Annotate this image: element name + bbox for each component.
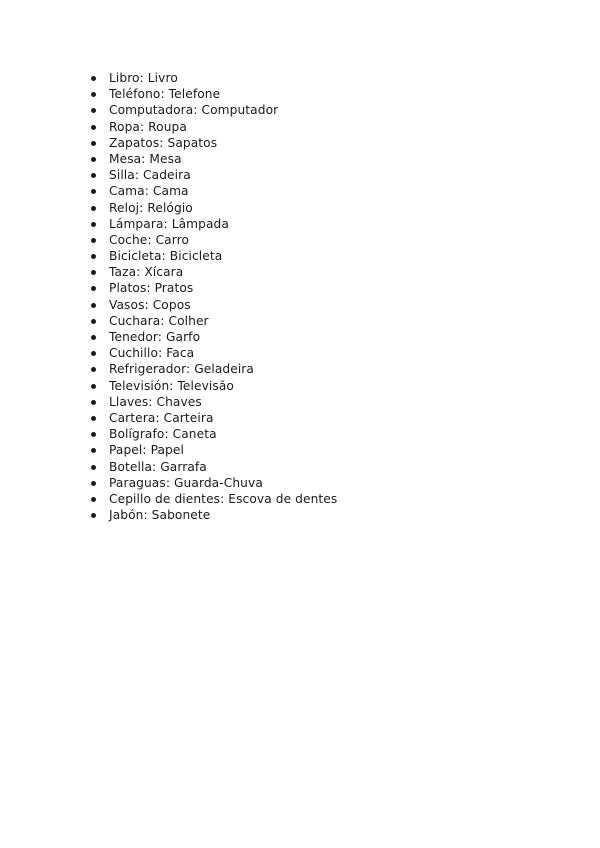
list-item: [88, 119, 568, 135]
list-item: [88, 216, 568, 232]
list-item: [88, 248, 568, 264]
list-item-text: Bolígrafo: Caneta: [109, 427, 217, 442]
list-item: [88, 459, 568, 475]
list-item-text: Botella: Garrafa: [109, 459, 207, 474]
bullet-icon: [91, 238, 96, 243]
list-item: [88, 232, 568, 248]
vocabulary-list: [88, 70, 568, 523]
list-item-text: Televisión: Televisão: [109, 378, 234, 393]
list-item-text: Refrigerador: Geladeira: [109, 362, 254, 377]
list-item: [88, 297, 568, 313]
list-item: [88, 183, 568, 199]
list-item-text: Silla: Cadeira: [109, 168, 191, 183]
list-item-text: Taza: Xícara: [109, 265, 184, 280]
bullet-icon: [91, 189, 96, 194]
list-item: [88, 70, 568, 86]
bullet-icon: [91, 432, 96, 437]
bullet-icon: [91, 465, 96, 470]
bullet-icon: [91, 513, 96, 518]
list-item-text: Cuchillo: Faca: [109, 346, 195, 361]
list-item: [88, 329, 568, 345]
list-item-text: Cepillo de dientes: Escova de dentes: [109, 491, 338, 506]
bullet-icon: [91, 319, 96, 324]
list-item-text: Vasos: Copos: [109, 297, 191, 312]
bullet-icon: [91, 367, 96, 372]
list-item: [88, 442, 568, 458]
bullet-icon: [91, 141, 96, 146]
list-item-text: Teléfono: Telefone: [109, 87, 221, 102]
list-item-text: Papel: Papel: [109, 443, 184, 458]
bullet-icon: [91, 157, 96, 162]
bullet-icon: [91, 206, 96, 211]
list-item: [88, 167, 568, 183]
list-item-text: Ropa: Roupa: [109, 119, 187, 134]
list-item: [88, 135, 568, 151]
bullet-icon: [91, 125, 96, 130]
list-item: [88, 394, 568, 410]
list-item-text: Cama: Cama: [109, 184, 189, 199]
list-item: [88, 102, 568, 118]
bullet-icon: [91, 384, 96, 389]
list-item-text: Tenedor: Garfo: [109, 330, 201, 344]
list-item-text: Lámpara: Lâmpada: [109, 216, 229, 231]
list-item-text: Jabón: Sabonete: [109, 508, 211, 523]
list-item: [88, 280, 568, 296]
bullet-icon: [91, 400, 96, 405]
bullet-icon: [91, 416, 96, 421]
list-item: [88, 86, 568, 102]
list-item-text: Reloj: Relógio: [109, 200, 193, 215]
bullet-icon: [91, 351, 96, 356]
bullet-icon: [91, 303, 96, 308]
bullet-icon: [91, 286, 96, 291]
bullet-icon: [91, 92, 96, 97]
list-item: [88, 151, 568, 167]
bullet-icon: [91, 108, 96, 113]
list-item: [88, 313, 568, 329]
list-item-text: Zapatos: Sapatos: [109, 135, 218, 150]
bullet-icon: [91, 222, 96, 227]
bullet-icon: [91, 481, 96, 486]
list-item-text: Coche: Carro: [109, 232, 190, 247]
list-item-text: Bicicleta: Bicicleta: [109, 249, 223, 264]
bullet-icon: [91, 254, 96, 259]
bullet-icon: [91, 335, 96, 340]
list-item-text: Llaves: Chaves: [109, 394, 202, 409]
list-item: [88, 264, 568, 280]
bullet-icon: [91, 173, 96, 178]
bullet-icon: [91, 270, 96, 275]
list-item: [88, 410, 568, 426]
list-item: [88, 507, 568, 523]
list-item: [88, 361, 568, 377]
bullet-icon: [91, 497, 96, 502]
list-item: [88, 345, 568, 361]
list-item: [88, 200, 568, 216]
list-item-text: Computadora: Computador: [109, 103, 279, 118]
list-item: [88, 378, 568, 394]
list-item: [88, 475, 568, 491]
bullet-icon: [91, 448, 96, 453]
list-item-text: Cuchara: Colher: [109, 313, 209, 328]
bullet-icon: [91, 76, 96, 81]
list-item-text: Platos: Pratos: [109, 281, 194, 296]
list-item: [88, 491, 568, 507]
list-item-text: Paraguas: Guarda-Chuva: [109, 475, 263, 490]
list-item-text: Libro: Livro: [109, 71, 178, 85]
list-item-text: Mesa: Mesa: [109, 151, 182, 166]
list-item: [88, 426, 568, 442]
list-item-text: Cartera: Carteira: [109, 410, 214, 425]
